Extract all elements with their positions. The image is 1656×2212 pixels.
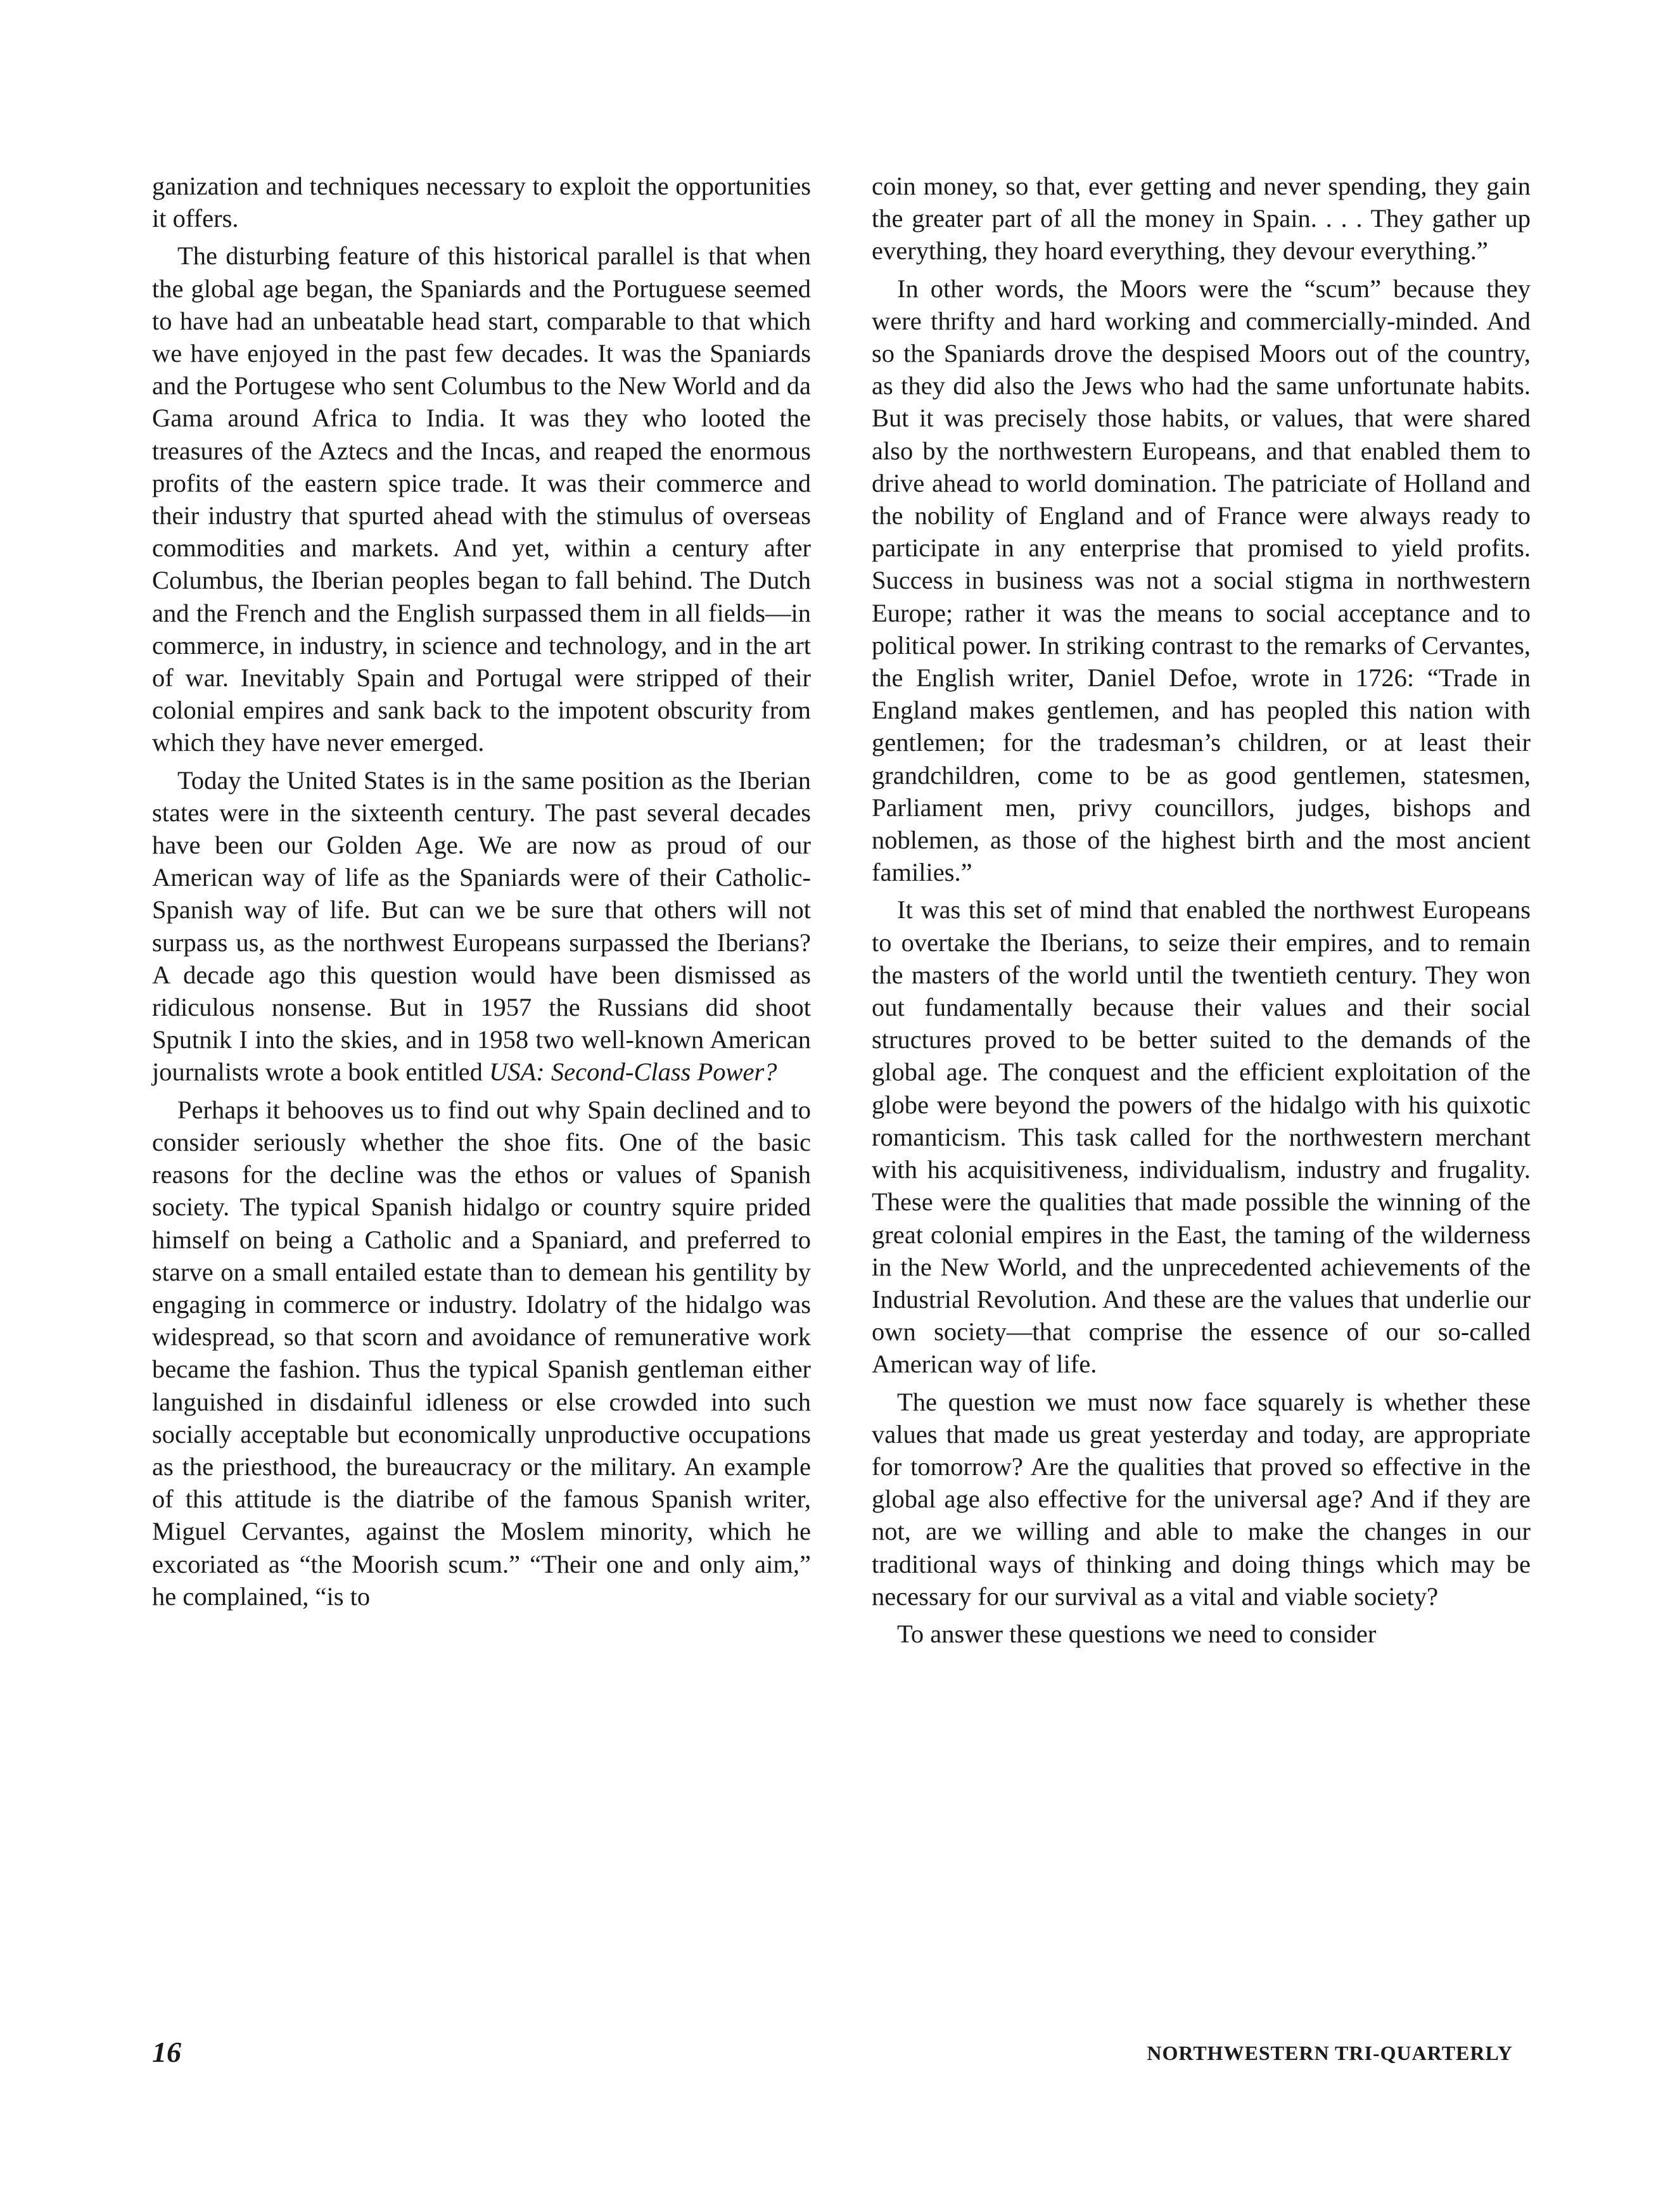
paragraph [152, 764, 811, 1089]
journal-title: NORTHWESTERN TRI-QUARTERLY [1147, 2042, 1513, 2064]
paragraph: It was this set of mind that enabled the northwest Europeans to overtake the Iberians, to seize their empires, and to remain the masters of the world until the twentieth century. They won out fundamentally because their values and their social structures proved to be better suited to the demands of the global age. The conquest and the efficient exploitation of the globe were beyond the powers of the hidalgo with his quixotic romanticism. This task called for the northwestern merchant with his acquisitiveness, individualism, industry and frugality. These were the qualities that made possible the winning of the great colonial empires in the East, the taming of the wilderness in the New World, and the unprecedented achievements of the Industrial Revolution. And these are the values that underlie our own society—that comprise the essence of our so-called American way of life. [872, 895, 1531, 1379]
left-column [152, 170, 811, 1618]
paragraph: Perhaps it behooves us to find out why Spain declined and to consider seriously whether the shoe fits. One of the basic reasons for the decline was the ethos or values of Spanish society. The typical Spanish hidalgo or country squire prided himself on being a Catholic and a Spaniard, and preferred to starve on a small entailed estate than to demean his gentility by engaging in commerce or industry. Idolatry of the hidalgo was widespread, so that scorn and avoidance of remunerative work became the fashion. Thus the typical Spanish gentleman either languished in disdainful idleness or else crowded into such socially acceptable but economically unproductive occupations as the priesthood, the bureaucracy or the military. An example of this attitude is the diatribe of the famous Spanish writer, Miguel Cervantes, against the Moslem minority, which he excoriated as “the Moorish scum.” “Their one and only aim,” he complained, “is to [152, 1095, 811, 1611]
paragraph: coin money, so that, ever getting and never spending, they gain the greater part of all the money in Spain. . . . They gather up everything, they hoard everything, they devour everything.” [872, 172, 1531, 265]
paragraph: ganization and techniques necessary to exploit the opportunities it offers. [152, 172, 811, 233]
right-column [872, 170, 1531, 1655]
paragraph: To answer these questions we need to consider [897, 1619, 1377, 1648]
paragraph: In other words, the Moors were the “scum” because they were thrifty and hard working and commercially-minded. And so the Spaniards drove the despised Moors out of the country, as they did also the Jews who had the same unfortunate habits. But it was precisely those habits, or values, that were shared also by the northwestern Europeans, and that enabled them to drive ahead to world domination. The patriciate of Holland and the nobility of England and of France were always ready to participate in any enterprise that promised to yield profits. Success in business was not a social stigma in northwestern Europe; rather it was the means to social acceptance and to political power. In striking contrast to the remarks of Cervantes, the English writer, Daniel Defoe, wrote in 1726: “Trade in England makes gentlemen, and has peopled this nation with gentlemen; for the tradesman’s children, or at least their grandchildren, come to be as good gentlemen, statesmen, Parliament men, privy councillors, judges, bishops and noblemen, as those of the highest birth and the most ancient families.” [872, 274, 1531, 887]
paragraph-text: Today the United States is in the same position as the Iberian states were in the sixteenth century. The past several decades have been our Golden Age. We are now as proud of our American way of life as the Spaniards were of their Catholic-Spanish way of life. But can we be sure that others will not surpass us, as the northwest Europeans surpassed the Iberians? A decade ago this question would have been dismissed as ridiculous nonsense. But in 1957 the Russians did shoot Sputnik I into the skies, and in 1958 two well-known American journalists wrote a book entitled [152, 765, 811, 1087]
paragraph: The disturbing feature of this historical parallel is that when the global age began, the Spaniards and the Portuguese seemed to have had an unbeatable head start, comparable to that which we have enjoyed in the past few decades. It was the Spaniards and the Portugese who sent Columbus to the New World and da Gama around Africa to India. It was they who looted the treasures of the Aztecs and the Incas, and reaped the enormous profits of the eastern spice trade. It was their commerce and their industry that spurted ahead with the stimulus of overseas commodities and markets. And yet, within a century after Columbus, the Iberian peoples began to fall behind. The Dutch and the French and the English surpassed them in all fields—in commerce, in industry, in science and technology, and in the art of war. Inevitably Spain and Portugal were stripped of their colonial empires and sank back to the impotent obscurity from which they have never emerged. [152, 241, 811, 757]
page-number: 16 [152, 2036, 181, 2068]
paragraph: The question we must now face squarely is whether these values that made us great yesterday and today, are appropriate for tomorrow? Are the qualities that proved so effective in the global age also effective for the universal age? And if they are not, are we willing and able to make the changes in our traditional ways of thinking and doing things which may be necessary for our survival as a vital and viable society? [872, 1387, 1531, 1611]
book-title: USA: Second-Class Power? [489, 1058, 777, 1087]
